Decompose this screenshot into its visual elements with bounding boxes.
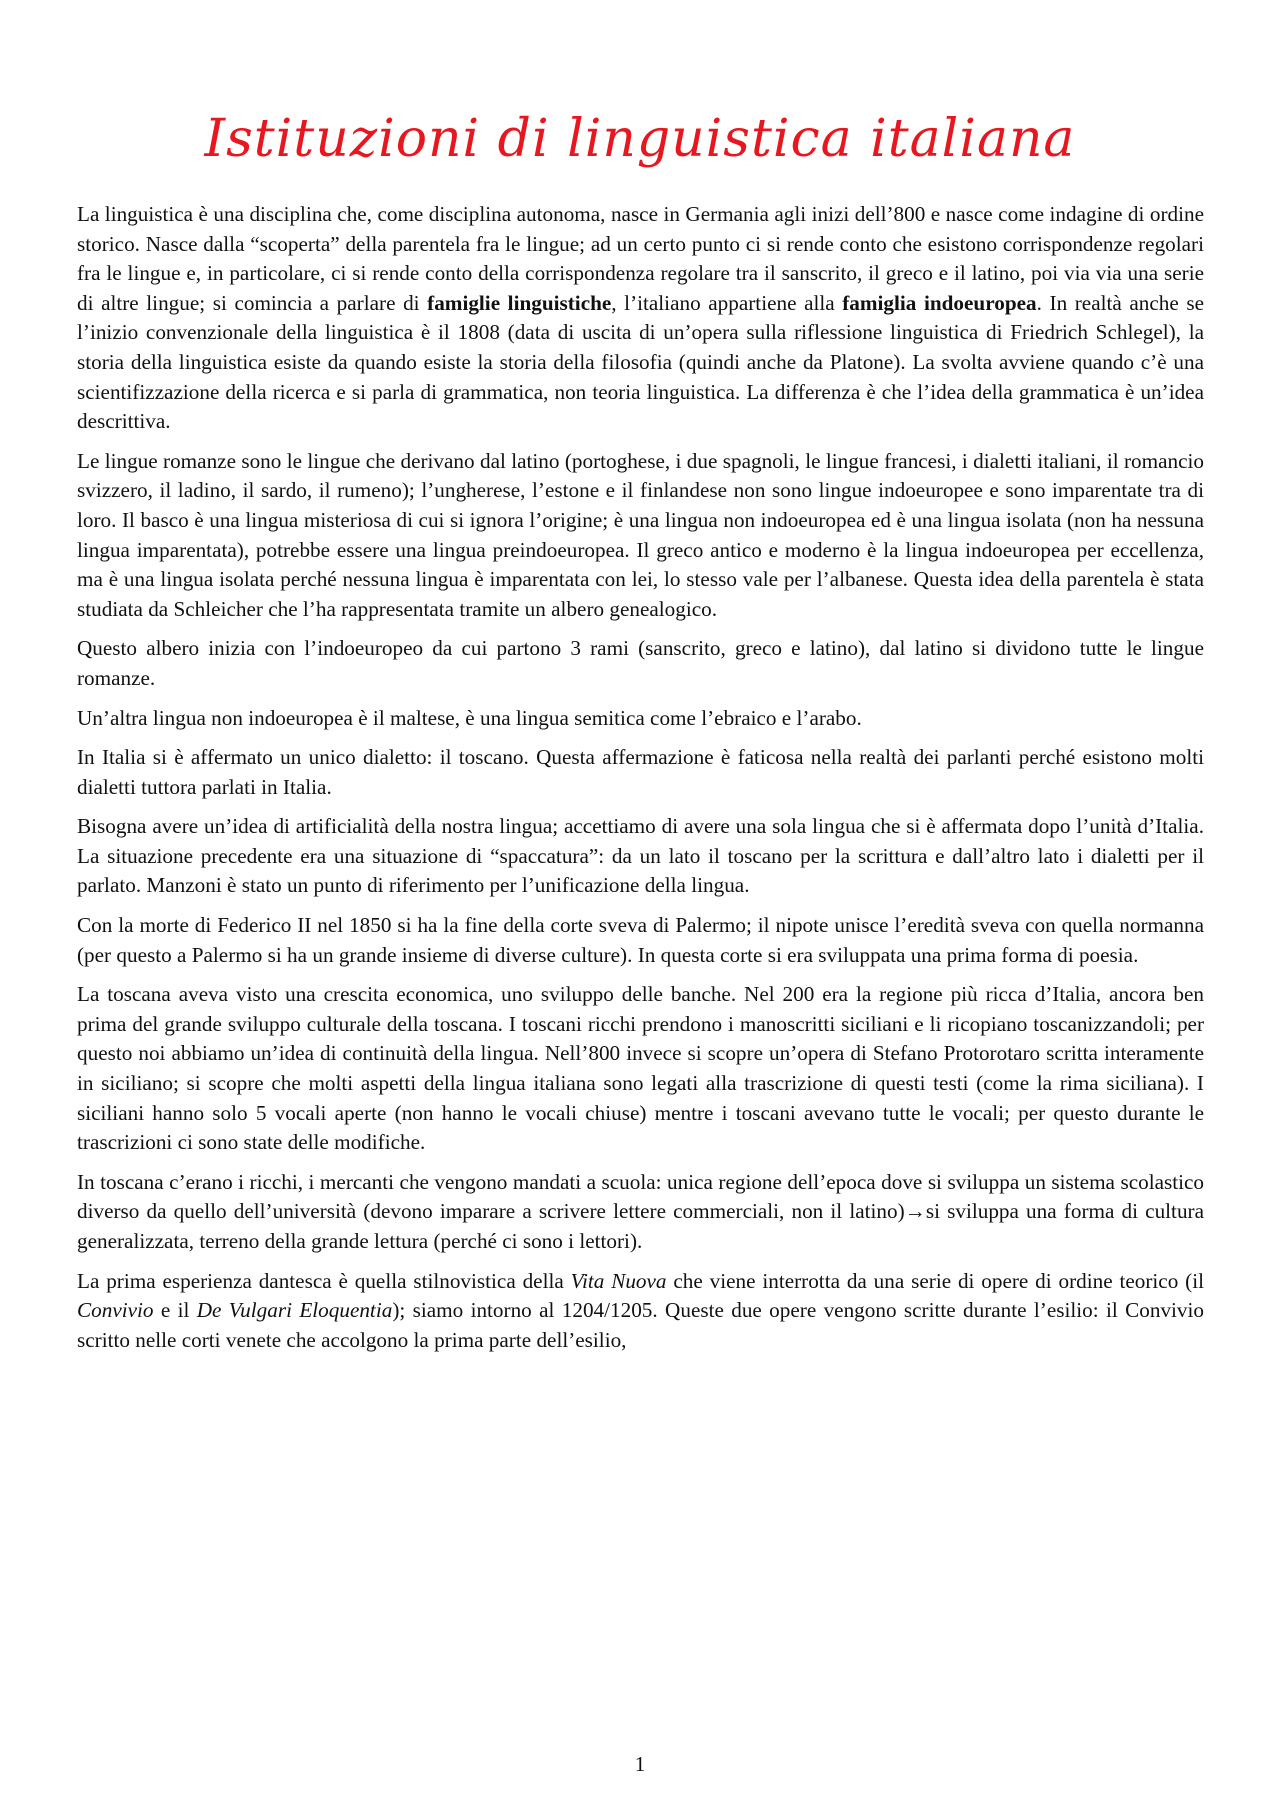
paragraph-10-text-c: e il [153, 1298, 197, 1323]
work-title-convivio: Convivio [77, 1298, 154, 1323]
work-title-de-vulgari-eloquentia: De Vulgari Eloquentia [196, 1298, 393, 1323]
paragraph-10-text-a: La prima esperienza dantesca è quella stilnovistica della [77, 1268, 571, 1293]
paragraph-10-text-d: ); siamo intorno al 1204/1205. Queste due opere vengono scritte durante l’esilio: il Convivio scritto nelle corti venete che accolgono la prima parte dell’esilio, [77, 1298, 1204, 1352]
paragraph-4: Un’altra lingua non indoeuropea è il maltese, è una lingua semitica come l’ebraico e l’arabo. [77, 705, 862, 730]
document-body [77, 200, 1204, 1365]
paragraph-10 [77, 1267, 1204, 1356]
page-title: Istituzioni di linguistica italiana [204, 109, 1076, 169]
work-title-vita-nuova: Vita Nuova [570, 1268, 667, 1293]
paragraph-7: Con la morte di Federico II nel 1850 si ha la fine della corte sveva di Palermo; il nipote unisce l’eredità sveva con quella normanna (per questo a Palermo si ha un grande insieme di diverse culture). In questa corte si era sviluppata una prima forma di poesia. [77, 913, 1204, 967]
paragraph-5: In Italia si è affermato un unico dialetto: il toscano. Questa affermazione è faticosa nella realtà dei parlanti perché esistono molti dialetti tuttora parlati in Italia. [77, 745, 1204, 799]
paragraph-1-text-a: La linguistica è una disciplina che, come disciplina autonoma, nasce in Germania agli inizi dell’800 e nasce come indagine di ordine storico. Nasce dalla “scoperta” della parentela fra le lingue; ad un certo punto ci si rende conto che esistono corrispondenze regolari fra le lingue e, in particolare, ci si rende conto della corrispondenza regolare tra il sanscrito, il greco e il latino, poi via via una serie di altre lingue; si comincia a parlare di [77, 202, 1204, 315]
paragraph-1-text-b: , l’italiano appartiene alla [611, 290, 843, 315]
paragraph-8: La toscana aveva visto una crescita economica, uno sviluppo delle banche. Nel 200 era la regione più ricca d’Italia, ancora ben prima del grande sviluppo culturale della toscana. I toscani ricchi prendono i manoscritti siciliani e li ricopiano toscanizzandoli; per questo noi abbiamo un’idea di continuità della lingua. Nell’800 invece si scopre un’opera di Stefano Protorotaro scritta interamente in siciliano; si scopre che molti aspetti della lingua italiana sono legati alla trascrizione di questi testi (come la rima siciliana). I siciliani hanno solo 5 vocali aperte (non hanno le vocali chiuse) mentre i toscani avevano tutte le vocali; per questo durante le trascrizioni ci sono state delle modifiche. [77, 982, 1204, 1155]
paragraph-3: Questo albero inizia con l’indoeuropeo da cui partono 3 rami (sanscrito, greco e latino), dal latino si dividono tutte le lingue romanze. [77, 636, 1204, 690]
term-famiglie-linguistiche: famiglie linguistiche [427, 290, 612, 315]
page-number: 1 [634, 1752, 646, 1776]
paragraph-1 [77, 200, 1204, 437]
paragraph-2: Le lingue romanze sono le lingue che derivano dal latino (portoghese, i due spagnoli, le lingue francesi, i dialetti italiani, il romancio svizzero, il ladino, il sardo, il rumeno); l’ungherese, l’estone e il finlandese non sono lingue indoeuropee e sono imparentate tra di loro. Il basco è una lingua misteriosa di cui si ignora l’origine; è una lingua non indoeuropea ed è una lingua isolata (non ha nessuna lingua imparentata), potrebbe essere una lingua preindoeuropea. Il greco antico e moderno è la lingua indoeuropea per eccellenza, ma è una lingua isolata perché nessuna lingua è imparentata con lei, lo stesso vale per l’albanese. Questa idea della parentela è stata studiata da Schleicher che l’ha rappresentata tramite un albero genealogico. [77, 448, 1204, 621]
paragraph-9: In toscana c’erano i ricchi, i mercanti che vengono mandati a scuola: unica regione dell’epoca dove si sviluppa un sistema scolastico diverso da quello dell’università (devono imparare a scrivere lettere commerciali, non il latino)→si sviluppa una forma di cultura generalizzata, terreno della grande lettura (perché ci sono i lettori). [77, 1169, 1204, 1253]
paragraph-6: Bisogna avere un’idea di artificialità della nostra lingua; accettiamo di avere una sola lingua che si è affermata dopo l’unità d’Italia. La situazione precedente era una situazione di “spaccatura”: da un lato il toscano per la scrittura e dall’altro lato i dialetti per il parlato. Manzoni è stato un punto di riferimento per l’unificazione della lingua. [77, 814, 1204, 898]
paragraph-10-text-b: che viene interrotta da una serie di opere di ordine teorico (il [666, 1268, 1204, 1293]
term-famiglia-indoeuropea: famiglia indoeuropea [842, 290, 1037, 315]
paragraph-1-text-c: . In realtà anche se l’inizio convenzionale della linguistica è il 1808 (data di uscita di un’opera sulla riflessione linguistica di Friedrich Schlegel), la storia della linguistica esiste da quando esiste la storia della filosofia (quindi anche da Platone). La svolta avviene quando c’è una scientifizzazione della ricerca e si parla di grammatica, non teoria linguistica. La differenza è che l’idea della grammatica è un’idea descrittiva. [77, 290, 1205, 434]
